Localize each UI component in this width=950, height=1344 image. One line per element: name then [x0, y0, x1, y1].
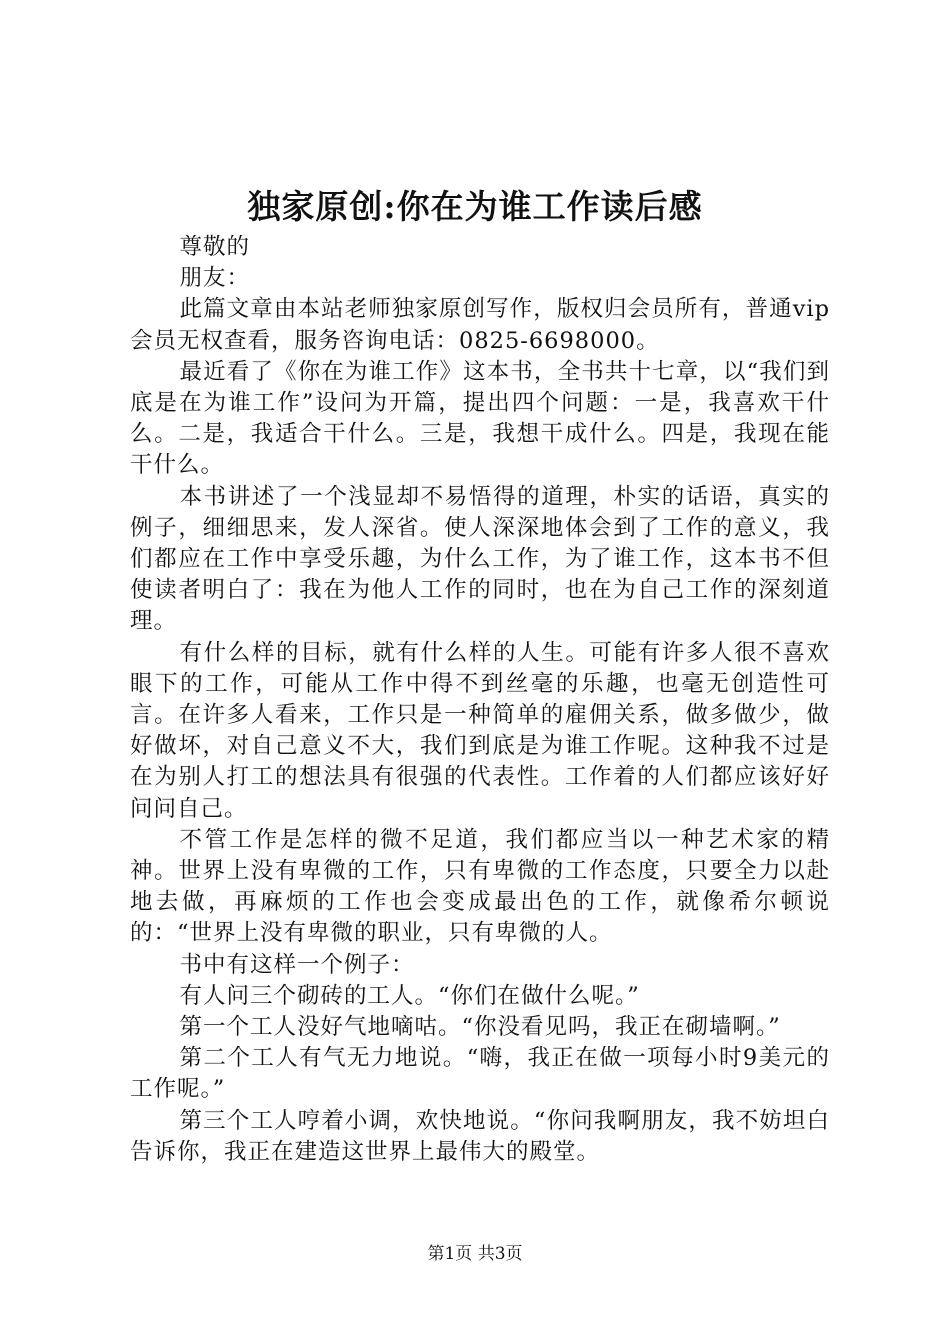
salutation-line-2: 朋友：	[179, 265, 251, 292]
paragraph: 不管工作是怎样的微不足道，我们都应当以一种艺术家的精神。世界上没有卑微的工作，只有卑微的工作态度，只要全力以赴地去做，再麻烦的工作也会变成最出色的工作，就像希尔顿说的：“世界上没有卑微的职业，只有卑微的人。	[130, 826, 830, 947]
page-number-footer: 第1页 共3页	[427, 1244, 523, 1264]
salutation-line-1: 尊敬的	[179, 234, 251, 260]
paragraph: 本书讲述了一个浅显却不易悟得的道理，朴实的话语，真实的例子，细细思来，发人深省。使人深深地体会到了工作的意义，我们都应在工作中享受乐趣，为什么工作，为了谁工作，这本书不但使读者明白了：我在为他人工作的同时，也在为自己工作的深刻道理。	[130, 483, 830, 635]
paragraph: 有人问三个砌砖的工人。“你们在做什么呢。”	[179, 982, 640, 1009]
paragraph: 书中有这样一个例子：	[179, 951, 415, 978]
document-body	[130, 232, 830, 1168]
copyright-notice: 此篇文章由本站老师独家原创写作，版权归会员所有，普通vip会员无权查看，服务咨询电话：0825-6698000。	[130, 296, 830, 354]
paragraph: 第三个工人哼着小调，欢快地说。“你问我啊朋友，我不妨坦白告诉你，我正在建造这世界上最伟大的殿堂。	[130, 1107, 830, 1165]
paragraph: 第二个工人有气无力地说。“嗨，我正在做一项每小时9美元的工作呢。”	[130, 1045, 830, 1103]
paragraph: 有什么样的目标，就有什么样的人生。可能有许多人很不喜欢眼下的工作，可能从工作中得不到丝毫的乐趣，也毫无创造性可言。在许多人看来，工作只是一种简单的雇佣关系，做多做少，做好做坏，对自己意义不大，我们到底是为谁工作呢。这种我不过是在为别人打工的想法具有很强的代表性。工作着的人们都应该好好问问自己。	[130, 639, 830, 822]
paragraph: 第一个工人没好气地嘀咕。“你没看见吗，我正在砌墙啊。”	[179, 1014, 781, 1041]
document-title: 独家原创:你在为谁工作读后感	[247, 187, 703, 226]
paragraph: 最近看了《你在为谁工作》这本书，全书共十七章，以“我们到底是在为谁工作”设问为开篇，提出四个问题：一是，我喜欢干什么。二是，我适合干什么。三是，我想干成什么。四是，我现在能干什么。	[130, 358, 830, 479]
